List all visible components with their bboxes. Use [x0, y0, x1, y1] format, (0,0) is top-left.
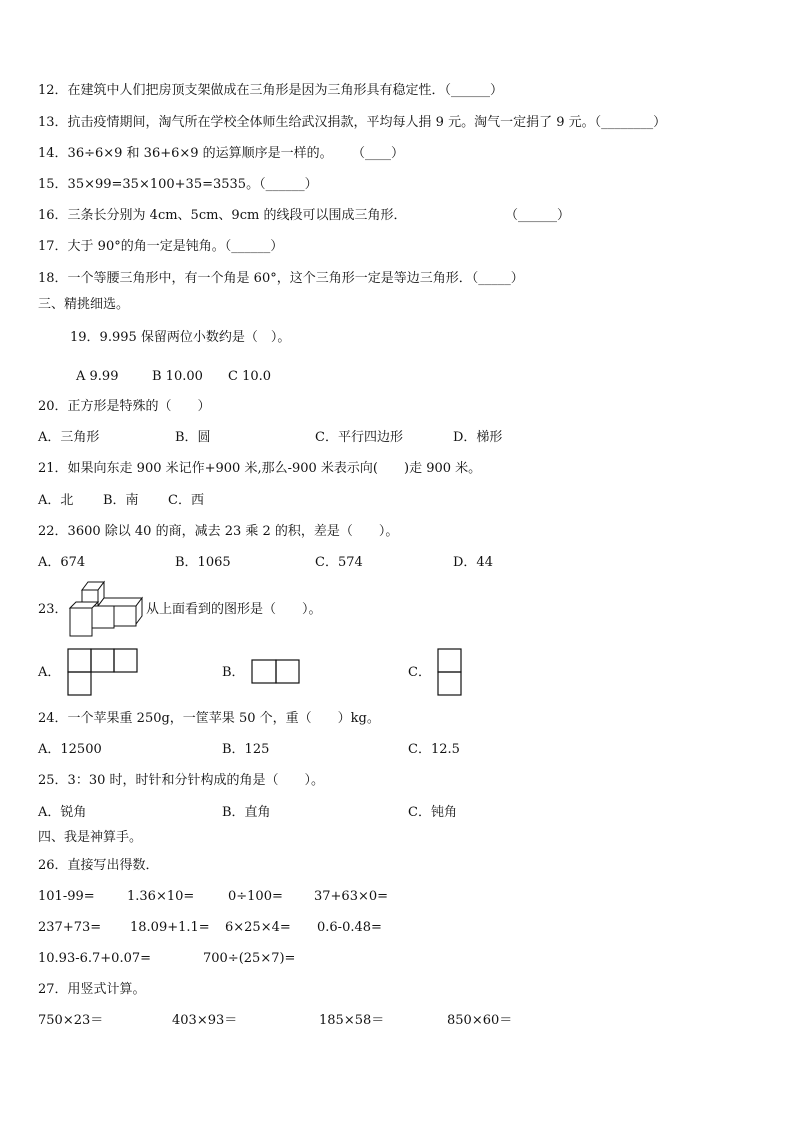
- q26-item: 10.93-6.7+0.07=: [38, 951, 152, 966]
- q24-option-c: C．12.5: [408, 742, 460, 757]
- question-12: 12．在建筑中人们把房顶支架做成在三角形是因为三角形具有稳定性．（______）: [38, 83, 504, 98]
- question-23-number: 23．: [38, 602, 68, 617]
- question-23: 从上面看到的图形是（ ）。: [146, 602, 322, 617]
- question-14: 14．36÷6×9 和 36+6×9 的运算顺序是一样的。: [38, 146, 333, 161]
- q22-option-b: B．1065: [175, 555, 231, 570]
- q19-option-a: A 9.99: [76, 369, 119, 384]
- q26-item: 101-99=: [38, 889, 95, 904]
- q22-option-c: C．574: [315, 555, 363, 570]
- question-17: 17．大于 90°的角一定是钝角。（______）: [38, 239, 284, 254]
- q20-option-b: B．圆: [175, 430, 211, 445]
- q27-item: 403×93＝: [172, 1013, 238, 1028]
- q23-option-c: C．: [408, 665, 431, 680]
- q26-item: 237+73=: [38, 920, 102, 935]
- q22-option-a: A．674: [38, 555, 86, 570]
- q23-option-c-figure: [437, 648, 463, 698]
- question-21: 21．如果向东走 900 米记作+900 米,那么-900 米表示向( )走 900 米。: [38, 461, 482, 476]
- question-27: 27．用竖式计算。: [38, 982, 146, 997]
- cube-stack-figure: [64, 578, 144, 638]
- question-18: 18．一个等腰三角形中，有一个角是 60°，这个三角形一定是等边三角形．（_____）: [38, 271, 524, 286]
- section-4-heading: 四、我是神算手。: [38, 830, 143, 845]
- q19-option-c: C 10.0: [228, 369, 272, 384]
- question-15: 15．35×99=35×100+35=3535。（______）: [38, 177, 318, 192]
- question-22: 22．3600 除以 40 的商，减去 23 乘 2 的积，差是（ ）。: [38, 524, 399, 539]
- q27-item: 850×60＝: [447, 1013, 513, 1028]
- q26-item: 18.09+1.1=: [130, 920, 210, 935]
- q20-option-d: D．梯形: [453, 430, 503, 445]
- q26-item: 6×25×4=: [225, 920, 291, 935]
- question-13: 13．抗击疫情期间，淘气所在学校全体师生给武汉捐款，平均每人捐 9 元。淘气一定捐了 9 元。（________）: [38, 115, 667, 130]
- question-16: 16．三条长分别为 4cm、5cm、9cm 的线段可以围成三角形．: [38, 208, 407, 223]
- q25-option-a: A．锐角: [38, 805, 87, 820]
- q21-option-a: A．北: [38, 493, 74, 508]
- q21-option-b: B．南: [103, 493, 139, 508]
- q23-option-a-figure: [67, 648, 139, 696]
- q23-option-a: A．: [38, 665, 61, 680]
- q20-option-a: A．三角形: [38, 430, 100, 445]
- q19-option-b: B 10.00: [152, 369, 203, 384]
- q20-option-c: C．平行四边形: [315, 430, 403, 445]
- q25-option-c: C．钝角: [408, 805, 457, 820]
- question-19: 19．9.995 保留两位小数约是（ ）。: [70, 330, 291, 345]
- q23-option-b-figure: [251, 659, 301, 685]
- q27-item: 185×58＝: [319, 1013, 385, 1028]
- q26-item: 0.6-0.48=: [317, 920, 382, 935]
- q22-option-d: D．44: [453, 555, 493, 570]
- q24-option-a: A．12500: [38, 742, 102, 757]
- section-3-heading: 三、精挑细选。: [38, 297, 130, 312]
- q21-option-c: C．西: [168, 493, 204, 508]
- q26-item: 700÷(25×7)=: [203, 951, 296, 966]
- q24-option-b: B．125: [222, 742, 270, 757]
- q23-option-b: B．: [222, 665, 245, 680]
- question-25: 25．3：30 时，时针和分针构成的角是（ ）。: [38, 773, 324, 788]
- question-14-blank: （____）: [352, 146, 405, 161]
- question-26: 26．直接写出得数．: [38, 858, 159, 873]
- q26-item: 0÷100=: [228, 889, 283, 904]
- question-20: 20．正方形是特殊的（ ）: [38, 399, 211, 414]
- question-24: 24．一个苹果重 250g，一筐苹果 50 个，重（ ）kg。: [38, 711, 380, 726]
- q27-item: 750×23＝: [38, 1013, 104, 1028]
- q26-item: 1.36×10=: [127, 889, 195, 904]
- question-16-blank: （______）: [505, 208, 571, 223]
- q25-option-b: B．直角: [222, 805, 271, 820]
- q26-item: 37+63×0=: [314, 889, 389, 904]
